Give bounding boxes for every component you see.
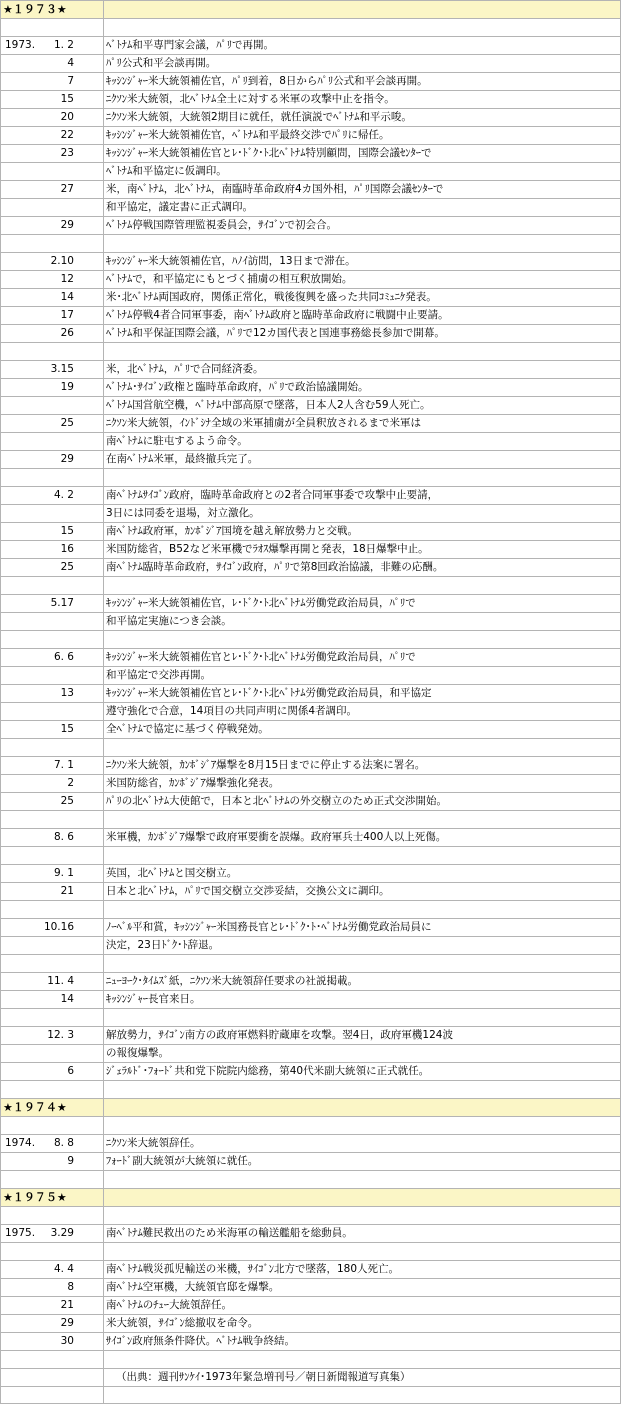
empty-cell xyxy=(0,739,103,756)
timeline-row xyxy=(0,774,621,792)
event-text: 南ﾍﾞﾄﾅﾑのﾁｭｰ大統領辞任。 xyxy=(103,1297,621,1314)
blank-row xyxy=(0,1008,621,1026)
date-label: 1. 2 xyxy=(53,39,74,51)
blank-row xyxy=(0,846,621,864)
blank-row xyxy=(0,18,621,36)
event-text: ﾉｰﾍﾞﾙ平和賞，ｷｯｼﾝｼﾞｬｰ米国務長官とﾚ･ﾄﾞｸ･ﾄ･ﾍﾞﾄﾅﾑ労働党政治局員に xyxy=(103,919,621,936)
event-text: ｷｯｼﾝｼﾞｬｰ米大統領補佐官，ﾊﾟﾘ到着，8日からﾊﾟﾘ公式和平会談再開。 xyxy=(103,73,621,90)
empty-cell xyxy=(0,343,103,360)
event-text: ｷｯｼﾝｼﾞｬｰ米大統領補佐官とﾚ･ﾄﾞｸ･ﾄ北ﾍﾞﾄﾅﾑ労働党政治局員，ﾊﾟﾘで xyxy=(103,649,621,666)
date-cell: 15 xyxy=(0,721,103,738)
date-cell: 12 xyxy=(0,271,103,288)
timeline-row xyxy=(0,144,621,162)
date-cell xyxy=(0,703,103,720)
timeline-row xyxy=(0,504,621,522)
empty-cell xyxy=(0,847,103,864)
timeline-row xyxy=(0,702,621,720)
timeline-row xyxy=(0,594,621,612)
date-cell: 6 xyxy=(0,1063,103,1080)
blank-row xyxy=(0,1080,621,1098)
timeline-row xyxy=(0,612,621,630)
timeline-row xyxy=(0,180,621,198)
timeline-row xyxy=(0,126,621,144)
section-title: ★１９７５★ xyxy=(0,1189,103,1206)
event-text: ﾍﾞﾄﾅﾑ停戦4者合同軍事委，南ﾍﾞﾄﾅﾑ政府と臨時革命政府に戦闘中止要請。 xyxy=(103,307,621,324)
date-cell xyxy=(0,163,103,180)
blank-row xyxy=(0,900,621,918)
empty-cell xyxy=(0,955,103,972)
blank-row xyxy=(0,576,621,594)
year-section-header xyxy=(0,1188,621,1206)
blank-row xyxy=(0,954,621,972)
timeline-row xyxy=(0,666,621,684)
timeline-row xyxy=(0,90,621,108)
date-cell: 3.15 xyxy=(0,361,103,378)
date-cell xyxy=(0,667,103,684)
empty-cell xyxy=(103,1207,621,1224)
blank-row xyxy=(0,738,621,756)
event-text: 和平協定で交渉再開。 xyxy=(103,667,621,684)
event-text: 南ﾍﾞﾄﾅﾑｻｲｺﾞﾝ政府，臨時革命政府との2者合同軍事委で攻撃中止要請， xyxy=(103,487,621,504)
date-cell xyxy=(0,1225,103,1242)
empty-cell xyxy=(103,1009,621,1026)
date-cell: 8 xyxy=(0,1279,103,1296)
year-section-header xyxy=(0,1098,621,1116)
date-cell: 4. 4 xyxy=(0,1261,103,1278)
event-text: ﾌｫｰﾄﾞ副大統領が大統領に就任。 xyxy=(103,1153,621,1170)
empty-cell xyxy=(103,631,621,648)
timeline-row xyxy=(0,54,621,72)
timeline-row xyxy=(0,378,621,396)
event-text: 米･北ﾍﾞﾄﾅﾑ両国政府，関係正常化，戦後復興を盛った共同ｺﾐｭﾆｹ発表。 xyxy=(103,289,621,306)
timeline-row xyxy=(0,72,621,90)
event-text: 南ﾍﾞﾄﾅﾑ難民救出のため米海軍の輸送艦船を総動員。 xyxy=(103,1225,621,1242)
event-text: の報復爆撃。 xyxy=(103,1045,621,1062)
event-text: 米国防総省，ｶﾝﾎﾞｼﾞｱ爆撃強化発表。 xyxy=(103,775,621,792)
empty-cell xyxy=(103,739,621,756)
source-row xyxy=(0,1368,621,1386)
date-cell: 7 xyxy=(0,73,103,90)
timeline-row xyxy=(0,1152,621,1170)
date-cell xyxy=(0,37,103,54)
empty-cell xyxy=(103,1387,621,1404)
empty-cell xyxy=(103,811,621,828)
event-text: ﾍﾞﾄﾅﾑで，和平協定にもとづく捕虜の相互釈放開始。 xyxy=(103,271,621,288)
blank-row xyxy=(0,468,621,486)
year-label: 1975. xyxy=(5,1227,36,1239)
timeline-row xyxy=(0,288,621,306)
date-cell: 23 xyxy=(0,145,103,162)
blank-row xyxy=(0,1350,621,1368)
event-text: 在南ﾍﾞﾄﾅﾑ米軍，最終撤兵完了。 xyxy=(103,451,621,468)
date-label: 8. 8 xyxy=(53,1137,74,1149)
date-cell: 2.10 xyxy=(0,253,103,270)
date-cell: 17 xyxy=(0,307,103,324)
event-text: ｻｲｺﾞﾝ政府無条件降伏。ﾍﾞﾄﾅﾑ戦争終結。 xyxy=(103,1333,621,1350)
empty-cell xyxy=(0,1171,103,1188)
event-text: ｼﾞｪﾗﾙﾄﾞ･ﾌｫｰﾄﾞ共和党下院院内総務，第40代米副大統領に正式就任。 xyxy=(103,1063,621,1080)
date-cell xyxy=(0,1045,103,1062)
empty-cell xyxy=(0,19,103,36)
empty-cell xyxy=(103,343,621,360)
timeline-row xyxy=(0,864,621,882)
date-cell: 9 xyxy=(0,1153,103,1170)
event-text: ﾍﾞﾄﾅﾑ和平協定に仮調印。 xyxy=(103,163,621,180)
event-text: ｷｯｼﾝｼﾞｬｰ長官来日。 xyxy=(103,991,621,1008)
date-cell xyxy=(0,1135,103,1152)
date-cell: 5.17 xyxy=(0,595,103,612)
section-filler xyxy=(103,1,621,18)
timeline-row xyxy=(0,648,621,666)
date-cell: 14 xyxy=(0,289,103,306)
event-text: 南ﾍﾞﾄﾅﾑ空軍機，大統領官邸を爆撃。 xyxy=(103,1279,621,1296)
empty-cell xyxy=(103,1351,621,1368)
event-text: 遵守強化で合意，14項目の共同声明に関係4者調印。 xyxy=(103,703,621,720)
date-cell: 4. 2 xyxy=(0,487,103,504)
section-filler xyxy=(103,1099,621,1116)
timeline-row xyxy=(0,720,621,738)
timeline-row xyxy=(0,1314,621,1332)
blank-row xyxy=(0,1386,621,1404)
event-text: 和平協定実施につき会談。 xyxy=(103,613,621,630)
empty-cell xyxy=(103,469,621,486)
event-text: ｷｯｼﾝｼﾞｬｰ米大統領補佐官とﾚ･ﾄﾞｸ･ﾄ北ﾍﾞﾄﾅﾑ特別顧問，国際会議ｾﾝﾀｰで xyxy=(103,145,621,162)
empty-cell xyxy=(0,469,103,486)
blank-row xyxy=(0,1206,621,1224)
empty-cell xyxy=(0,235,103,252)
empty-cell xyxy=(103,235,621,252)
event-text: 米国防総省，B52など米軍機でﾗｵｽ爆撃再開と発表，18日爆撃中止。 xyxy=(103,541,621,558)
event-text: ｷｯｼﾝｼﾞｬｰ米大統領補佐官，ﾚ･ﾄﾞｸ･ﾄ北ﾍﾞﾄﾅﾑ労働党政治局員，ﾊﾟﾘで xyxy=(103,595,621,612)
empty-cell xyxy=(0,901,103,918)
empty-cell xyxy=(103,1081,621,1098)
empty-cell xyxy=(103,901,621,918)
date-cell: 25 xyxy=(0,415,103,432)
event-text: ﾍﾞﾄﾅﾑ和平保証国際会議，ﾊﾟﾘで12カ国代表と国連事務総長参加で開幕。 xyxy=(103,325,621,342)
date-cell: 29 xyxy=(0,451,103,468)
year-label: 1974. xyxy=(5,1137,36,1149)
empty-cell xyxy=(103,955,621,972)
date-cell: 8. 6 xyxy=(0,829,103,846)
timeline-row xyxy=(0,432,621,450)
date-cell xyxy=(0,613,103,630)
timeline-row xyxy=(0,324,621,342)
blank-row xyxy=(0,342,621,360)
empty-cell xyxy=(103,1243,621,1260)
date-cell: 27 xyxy=(0,181,103,198)
date-cell: 16 xyxy=(0,541,103,558)
date-cell xyxy=(0,397,103,414)
timeline-row xyxy=(0,270,621,288)
timeline-row xyxy=(0,828,621,846)
section-title: ★１９７４★ xyxy=(0,1099,103,1116)
date-cell: 12. 3 xyxy=(0,1027,103,1044)
empty-cell xyxy=(0,1351,103,1368)
date-cell: 14 xyxy=(0,991,103,1008)
timeline-row xyxy=(0,1224,621,1242)
year-label: 1973. xyxy=(5,39,36,51)
event-text: 南ﾍﾞﾄﾅﾑ政府軍，ｶﾝﾎﾞｼﾞｱ国境を越え解放勢力と交戦。 xyxy=(103,523,621,540)
event-text: ｷｯｼﾝｼﾞｬｰ米大統領補佐官，ﾍﾞﾄﾅﾑ和平最終交渉でﾊﾟﾘに帰任。 xyxy=(103,127,621,144)
blank-row xyxy=(0,234,621,252)
section-title: ★１９７３★ xyxy=(0,1,103,18)
empty-cell xyxy=(103,19,621,36)
timeline-row xyxy=(0,1296,621,1314)
timeline-row xyxy=(0,972,621,990)
empty-cell xyxy=(103,1171,621,1188)
section-filler xyxy=(103,1189,621,1206)
empty-cell xyxy=(0,1081,103,1098)
timeline-row xyxy=(0,684,621,702)
date-cell: 6. 6 xyxy=(0,649,103,666)
timeline-row xyxy=(0,252,621,270)
blank-row xyxy=(0,630,621,648)
timeline-row xyxy=(0,558,621,576)
date-cell xyxy=(0,433,103,450)
blank-row xyxy=(0,1242,621,1260)
event-text: ﾆｭｰﾖｰｸ･ﾀｲﾑｽﾞ紙，ﾆｸｿﾝ米大統領辞任要求の社説掲載。 xyxy=(103,973,621,990)
event-text: 南ﾍﾞﾄﾅﾑ戦災孤児輸送の米機，ｻｲｺﾞﾝ北方で墜落，180人死亡。 xyxy=(103,1261,621,1278)
date-label: 3.29 xyxy=(50,1227,74,1239)
event-text: ﾆｸｿﾝ米大統領，ｲﾝﾄﾞｼﾅ全域の米軍捕虜が全員釈放されるまで米軍は xyxy=(103,415,621,432)
timeline-row xyxy=(0,414,621,432)
timeline-row xyxy=(0,1332,621,1350)
empty-cell xyxy=(103,847,621,864)
empty-cell xyxy=(103,577,621,594)
date-cell: 19 xyxy=(0,379,103,396)
empty-cell xyxy=(0,1243,103,1260)
date-cell: 13 xyxy=(0,685,103,702)
event-text: 米，北ﾍﾞﾄﾅﾑ，ﾊﾟﾘで合同経済委。 xyxy=(103,361,621,378)
timeline-row xyxy=(0,198,621,216)
timeline-row xyxy=(0,882,621,900)
event-text: ﾆｸｿﾝ米大統領辞任。 xyxy=(103,1135,621,1152)
timeline-row xyxy=(0,792,621,810)
date-cell: 21 xyxy=(0,883,103,900)
timeline-row xyxy=(0,36,621,54)
empty-cell xyxy=(0,811,103,828)
date-cell: 15 xyxy=(0,91,103,108)
event-text: ﾆｸｿﾝ米大統領，北ﾍﾞﾄﾅﾑ全土に対する米軍の攻撃中止を指令。 xyxy=(103,91,621,108)
date-cell: 25 xyxy=(0,793,103,810)
empty-cell xyxy=(0,1387,103,1404)
date-cell: 26 xyxy=(0,325,103,342)
timeline-row xyxy=(0,1278,621,1296)
blank-row xyxy=(0,1170,621,1188)
timeline-row xyxy=(0,1044,621,1062)
event-text: 南ﾍﾞﾄﾅﾑに駐屯するよう命令。 xyxy=(103,433,621,450)
timeline-row xyxy=(0,450,621,468)
date-cell xyxy=(0,505,103,522)
timeline-row xyxy=(0,540,621,558)
date-cell xyxy=(0,199,103,216)
event-text: 米，南ﾍﾞﾄﾅﾑ，北ﾍﾞﾄﾅﾑ，南臨時革命政府4カ国外相，ﾊﾟﾘ国際会議ｾﾝﾀｰで xyxy=(103,181,621,198)
timeline-row xyxy=(0,396,621,414)
timeline-row xyxy=(0,360,621,378)
event-text: ﾍﾞﾄﾅﾑ･ｻｲｺﾞﾝ政権と臨時革命政府，ﾊﾟﾘで政治協議開始。 xyxy=(103,379,621,396)
event-text: ｷｯｼﾝｼﾞｬｰ米大統領補佐官とﾚ･ﾄﾞｸ･ﾄ北ﾍﾞﾄﾅﾑ労働党政治局員，和平協定 xyxy=(103,685,621,702)
event-text: 3日には同委を退場，対立激化。 xyxy=(103,505,621,522)
timeline-row xyxy=(0,1134,621,1152)
source-citation: （出典：週刊ｻﾝｹｲ･1973年緊急増刊号／朝日新聞報道写真集） xyxy=(103,1369,621,1386)
date-cell: 30 xyxy=(0,1333,103,1350)
timeline-row xyxy=(0,486,621,504)
empty-cell xyxy=(0,1117,103,1134)
date-cell: 10.16 xyxy=(0,919,103,936)
empty-cell xyxy=(0,1009,103,1026)
timeline-row xyxy=(0,216,621,234)
empty-cell xyxy=(103,1117,621,1134)
event-text: 決定，23日ﾄﾞｸ･ﾄ辞退。 xyxy=(103,937,621,954)
empty-cell xyxy=(0,577,103,594)
timeline-row xyxy=(0,306,621,324)
timeline-row xyxy=(0,756,621,774)
date-cell: 4 xyxy=(0,55,103,72)
date-cell: 15 xyxy=(0,523,103,540)
event-text: ﾆｸｿﾝ米大統領，大統領2期目に就任，就任演説でﾍﾞﾄﾅﾑ和平示唆。 xyxy=(103,109,621,126)
event-text: ﾍﾞﾄﾅﾑ国営航空機，ﾍﾞﾄﾅﾑ中部高原で墜落，日本人2人含む59人死亡。 xyxy=(103,397,621,414)
date-cell: 21 xyxy=(0,1297,103,1314)
event-text: 日本と北ﾍﾞﾄﾅﾑ，ﾊﾟﾘで国交樹立交渉妥結，交換公文に調印。 xyxy=(103,883,621,900)
year-section-header xyxy=(0,0,621,18)
timeline-row xyxy=(0,918,621,936)
event-text: ﾍﾞﾄﾅﾑ和平専門家会議，ﾊﾟﾘで再開。 xyxy=(103,37,621,54)
event-text: ﾆｸｿﾝ米大統領，ｶﾝﾎﾞｼﾞｱ爆撃を8月15日までに停止する法案に署名。 xyxy=(103,757,621,774)
event-text: ﾊﾟﾘ公式和平会談再開。 xyxy=(103,55,621,72)
timeline-row xyxy=(0,108,621,126)
date-cell: 2 xyxy=(0,775,103,792)
date-cell: 25 xyxy=(0,559,103,576)
blank-row xyxy=(0,810,621,828)
timeline-row xyxy=(0,990,621,1008)
event-text: 全ﾍﾞﾄﾅﾑで協定に基づく停戦発効。 xyxy=(103,721,621,738)
timeline-row xyxy=(0,522,621,540)
event-text: 米大統領，ｻｲｺﾞﾝ総撤収を命令。 xyxy=(103,1315,621,1332)
date-cell: 20 xyxy=(0,109,103,126)
date-cell xyxy=(0,937,103,954)
date-cell: 29 xyxy=(0,217,103,234)
event-text: 英国，北ﾍﾞﾄﾅﾑと国交樹立。 xyxy=(103,865,621,882)
empty-cell xyxy=(0,631,103,648)
date-cell: 11. 4 xyxy=(0,973,103,990)
event-text: ｷｯｼﾝｼﾞｬｰ米大統領補佐官，ﾊﾉｲ訪問，13日まで滞在。 xyxy=(103,253,621,270)
event-text: 南ﾍﾞﾄﾅﾑ臨時革命政府，ｻｲｺﾞﾝ政府，ﾊﾟﾘで第8回政治協議，非難の応酬。 xyxy=(103,559,621,576)
date-cell: 29 xyxy=(0,1315,103,1332)
date-cell: 22 xyxy=(0,127,103,144)
event-text: ﾍﾞﾄﾅﾑ停戦国際管理監視委員会，ｻｲｺﾞﾝで初会合。 xyxy=(103,217,621,234)
empty-cell xyxy=(0,1207,103,1224)
timeline-row xyxy=(0,1260,621,1278)
timeline-row xyxy=(0,936,621,954)
event-text: ﾊﾟﾘの北ﾍﾞﾄﾅﾑ大使館で，日本と北ﾍﾞﾄﾅﾑの外交樹立のため正式交渉開始。 xyxy=(103,793,621,810)
event-text: 和平協定，議定書に正式調印。 xyxy=(103,199,621,216)
event-text: 米軍機，ｶﾝﾎﾞｼﾞｱ爆撃で政府軍要衝を誤爆。政府軍兵士400人以上死傷。 xyxy=(103,829,621,846)
timeline-row xyxy=(0,162,621,180)
date-cell: 7. 1 xyxy=(0,757,103,774)
date-cell: 9. 1 xyxy=(0,865,103,882)
date-cell xyxy=(0,1369,103,1386)
timeline-row xyxy=(0,1026,621,1044)
event-text: 解放勢力，ｻｲｺﾞﾝ南方の政府軍燃料貯蔵庫を攻撃。翌4日，政府軍機124波 xyxy=(103,1027,621,1044)
timeline-row xyxy=(0,1062,621,1080)
blank-row xyxy=(0,1116,621,1134)
